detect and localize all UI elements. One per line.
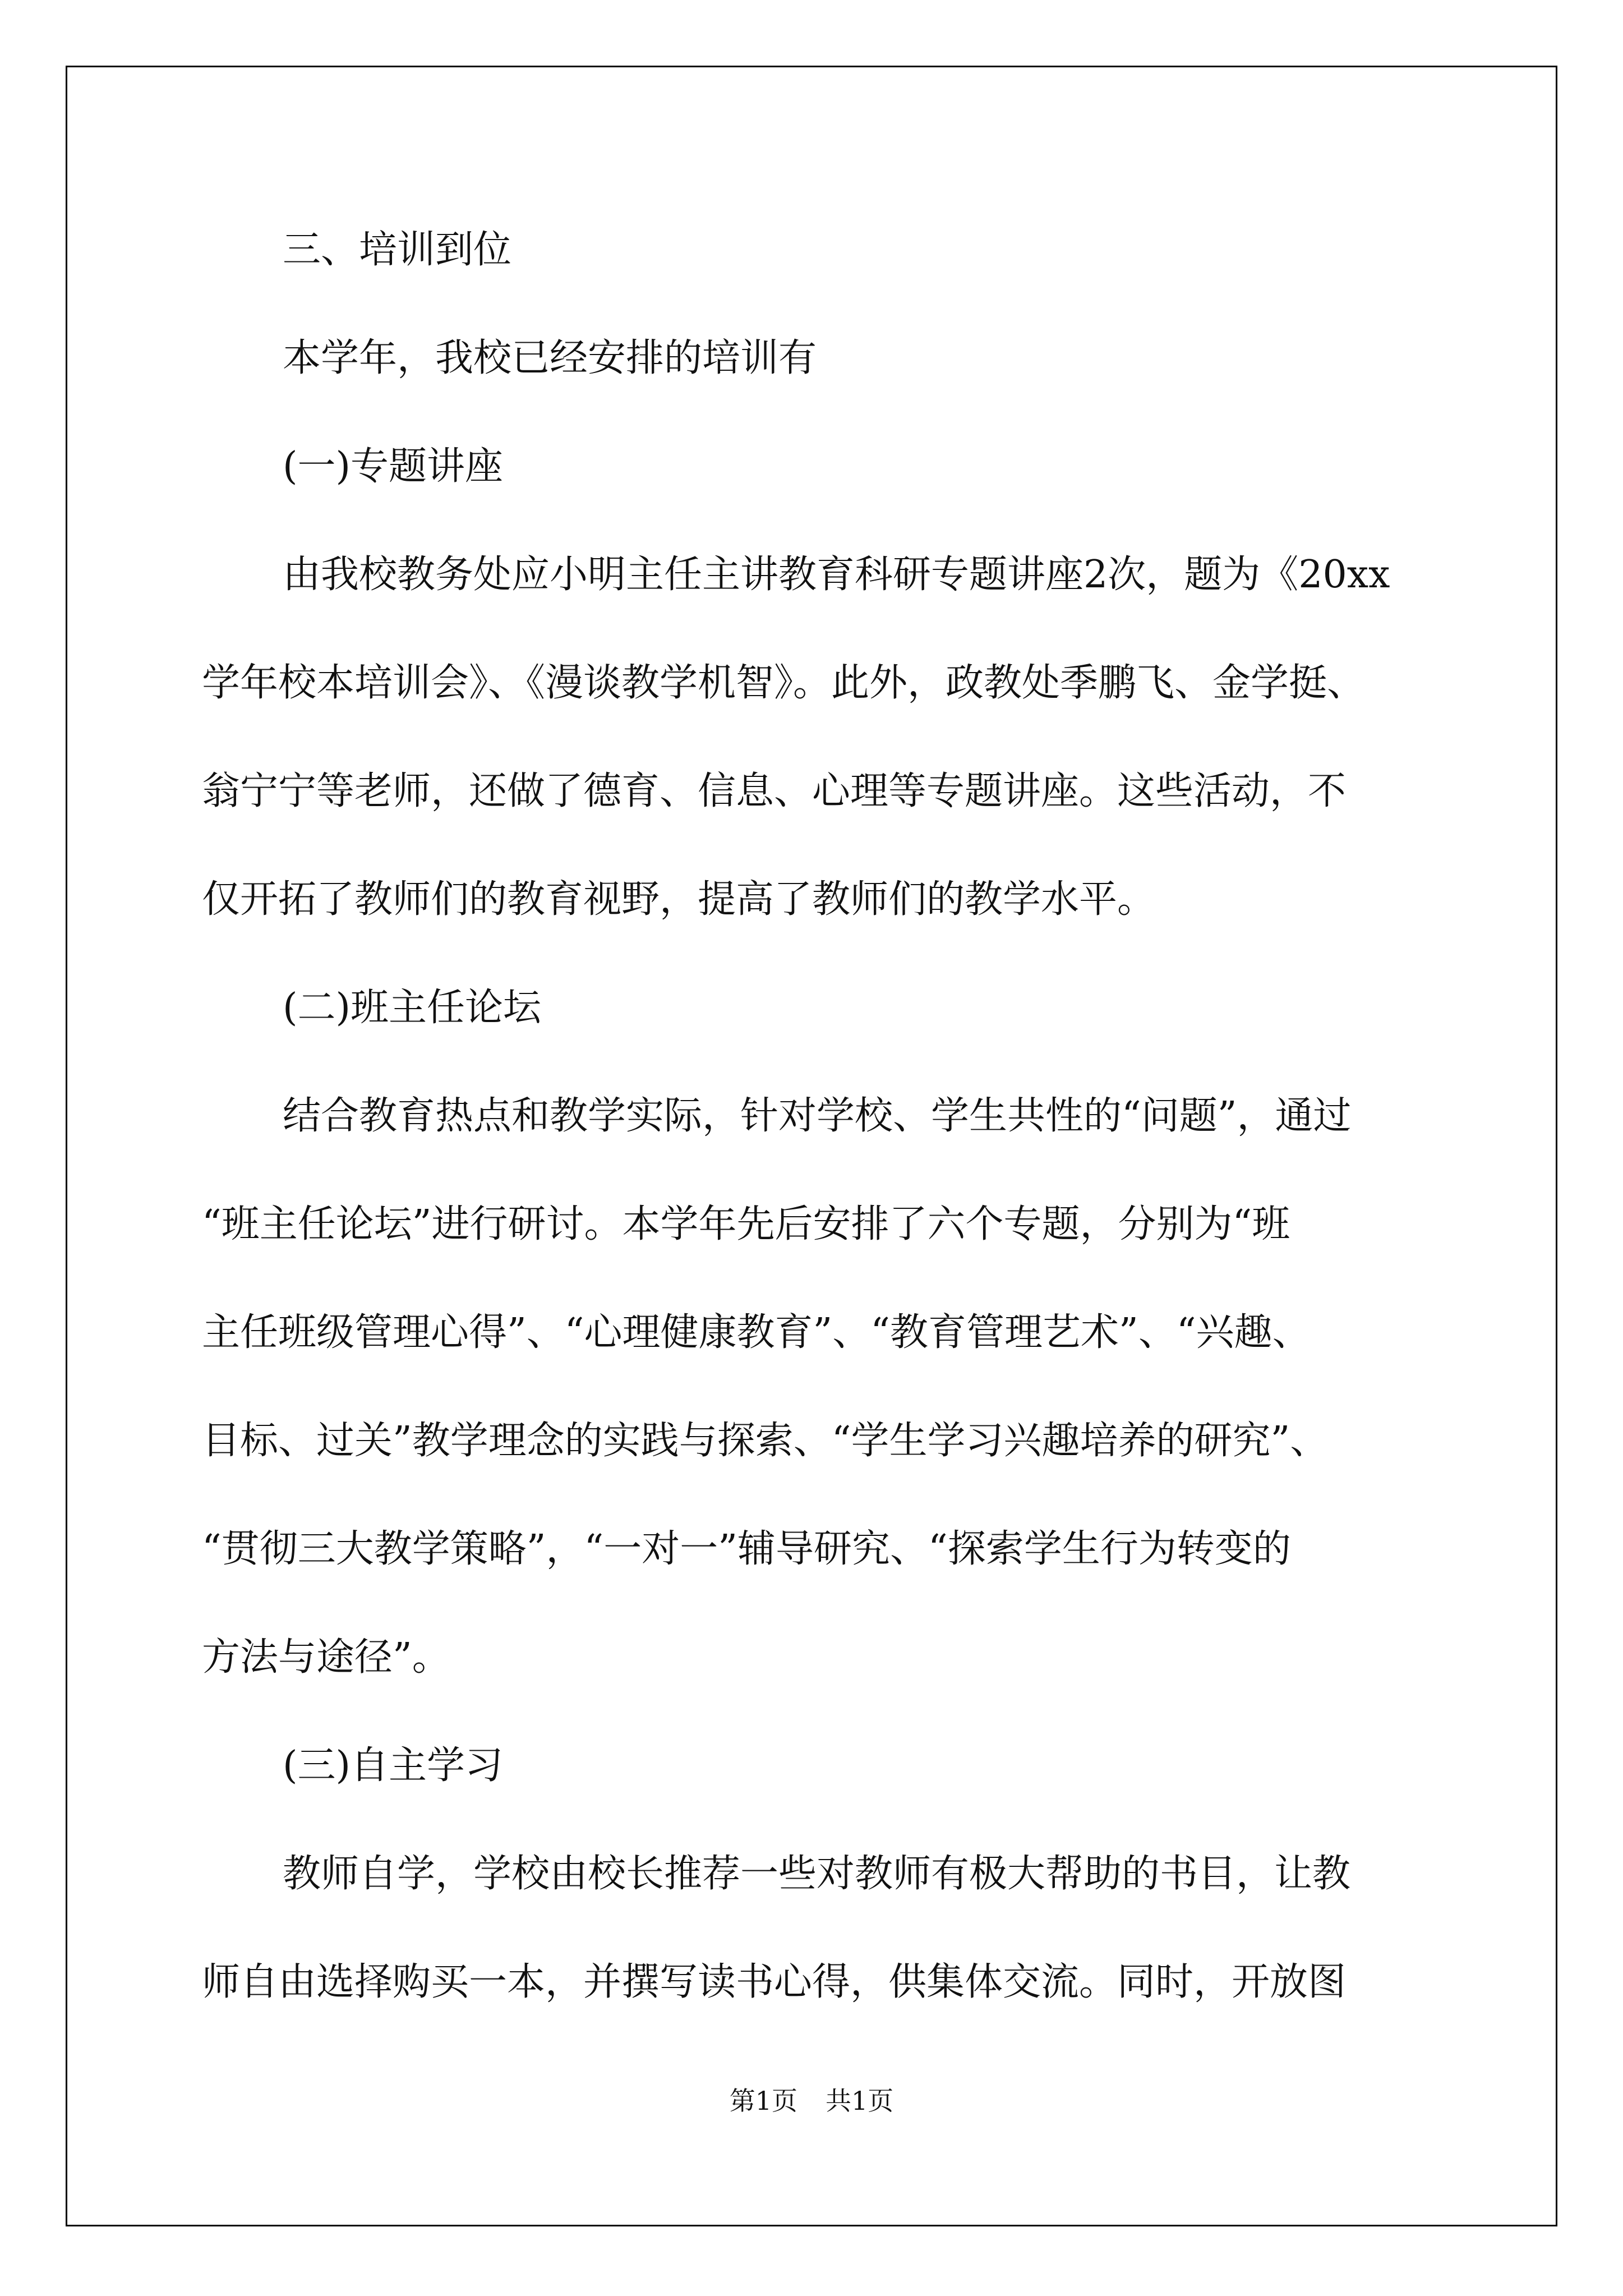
paragraph-line: 主任班级管理心得”、“心理健康教育”、“教育管理艺术”、“兴趣、 (202, 1310, 1311, 1355)
subsection-heading: (三)自主学习 (283, 1743, 504, 1788)
paragraph-line: 师自由选择购买一本，并撰写读书心得，供集体交流。同时，开放图 (202, 1960, 1347, 2004)
paragraph-line: “班主任论坛”进行研讨。本学年先后安排了六个专题，分别为“班 (202, 1202, 1290, 1246)
paragraph-line: 翁宁宁等老师，还做了德育、信息、心理等专题讲座。这些活动，不 (202, 769, 1347, 813)
subsection-heading: (二)班主任论坛 (283, 986, 542, 1030)
paragraph-line: 目标、过关”教学理念的实践与探索、“学生学习兴趣培养的研究”、 (202, 1419, 1329, 1463)
paragraph-line: 教师自学，学校由校长推荐一些对教师有极大帮助的书目，让教 (283, 1852, 1351, 1896)
page-number: 第1页 (729, 2086, 797, 2116)
page-border (66, 66, 1557, 2226)
subsection-heading: (一)专题讲座 (283, 444, 504, 489)
page-total: 共1页 (826, 2086, 894, 2116)
paragraph-line: 仅开拓了教师们的教育视野，提高了教师们的教学水平。 (202, 877, 1156, 922)
paragraph-line: 本学年，我校已经安排的培训有 (283, 336, 817, 380)
paragraph-line: “贯彻三大教学策略”，“一对一”辅导研究、“探索学生行为转变的 (202, 1527, 1291, 1571)
section-heading: 三、培训到位 (283, 228, 512, 272)
paragraph-line: 由我校教务处应小明主任主讲教育科研专题讲座2次，题为《20xx (283, 553, 1390, 597)
paragraph-line: 学年校本培训会》、《漫谈教学机智》。此外，政教处季鹏飞、金学挺、 (202, 661, 1366, 705)
page-footer (0, 2088, 1623, 2114)
paragraph-line: 结合教育热点和教学实际，针对学校、学生共性的“问题”，通过 (283, 1094, 1352, 1138)
paragraph-line: 方法与途径”。 (202, 1635, 450, 1680)
